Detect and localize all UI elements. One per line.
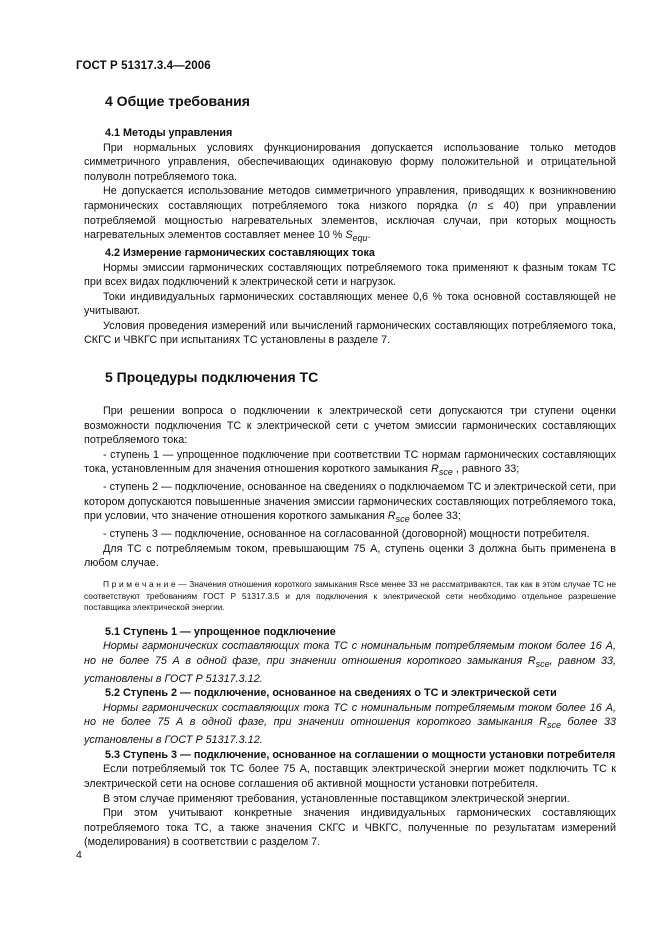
paragraph: Не допускается использование методов симметричного управления, приводящих к возникновению гармонических составляющих потребляемого тока низкого порядка (n ≤ 40) при управлении потребляемой мощностью нагревательных элементов, исключая случаи, при которых мощность нагревательных элементов составляет менее 10 % $S_{equ}$.	[84, 185, 616, 244]
page-content	[84, 92, 616, 850]
paragraph: Для ТС с потребляемым током, превышающим 75 А, ступень оценки 3 должна быть применена в любом случае.	[84, 542, 616, 570]
subsection-5-3-title: 5.3 Ступень 3 — подключение, основанное на соглашении о мощности установки потребителя	[105, 748, 616, 761]
paragraph: В этом случае применяют требования, установленные поставщиком электрической энергии.	[103, 792, 570, 805]
section-5-title: 5 Процедуры подключения ТС	[105, 369, 319, 386]
paragraph: Нормы гармонических составляющих тока ТС с номинальным потребляемым током более 16 А, но не более 75 А в одной фазе, при значении отношения короткого замыкания $R_{sce}$ более 33 установлены в ГОСТ Р 51317.3.12.	[84, 701, 616, 747]
paragraph: Токи индивидуальных гармонических составляющих менее 0,6 % тока основной составляющей не учитывают.	[84, 290, 616, 318]
page-number: 4	[76, 849, 82, 861]
paragraph: Если потребляемый ток ТС более 75 А, поставщик электрической энергии может подключить ТС к электрической сети на основе соглашения об активной мощности установки потребителя.	[84, 763, 616, 790]
list-item: - ступень 1 — упрощенное подключение при соответствии ТС нормам гармонических составляющих тока, установленным для значения отношения короткого замыкания $R_{sce}$ , равного 33;	[84, 448, 616, 478]
note-label: П р и м е ч а н и е	[103, 578, 176, 589]
subsection-4-1-title: 4.1 Методы управления	[105, 127, 233, 139]
note: П р и м е ч а н и е — Значения отношения короткого замыкания Rsce менее 33 не рассматриваются, так как в этом случае ТС не соответствуют требованиям ГОСТ Р 51317.3.5 и для подключения к электрической сети необходимо отдельное разрешение поставщика электрической энергии.	[84, 578, 616, 613]
section-4-title: 4 Общие требования	[105, 93, 250, 109]
paragraph: При нормальных условиях функционирования допускается использование только методов симметричного управления, обеспечивающих одинаковую форму положительной и отрицательной полуволн потребляемого тока.	[84, 141, 616, 183]
list-item: - ступень 2 — подключение, основанное на сведениях о подключаемом ТС и электрической сети, при котором допускаются повышенные значения эмиссии гармонических составляющих потребляемого тока, при условии, что значение отношения короткого замыкания $R_{sce}$ более 33;	[84, 481, 616, 525]
paragraph: Условия проведения измерений или вычислений гармонических составляющих потребляемого тока, СКГС и ЧВКГС при испытаниях ТС установлены в разделе 7.	[84, 319, 616, 347]
subsection-4-2-title: 4.2 Измерение гармонических составляющих тока	[105, 246, 375, 259]
document-header: ГОСТ Р 51317.3.4—2006	[76, 60, 211, 72]
paragraph: При этом учитывают конкретные значения индивидуальных гармонических составляющих потребляемого тока ТС, а также значения СКГС и ЧВКГС, полученные по результатам измерений (моделирования) в соответствии с разделом 7.	[84, 807, 616, 849]
paragraph: Нормы гармонических составляющих тока ТС с номинальным потребляемым током более 16 А, но не более 75 А в одной фазе, при значении отношения короткого замыкания $R_{sce}$, равном 33, установлены в ГОСТ Р 51317.3.12.	[84, 640, 616, 685]
paragraph: При решении вопроса о подключении к электрической сети допускаются три ступени оценки возможности подключения ТС к электрической сети с учетом эмиссии гармонических составляющих потребляемого тока:	[84, 405, 616, 447]
paragraph: Нормы эмиссии гармонических составляющих потребляемого тока применяют к фазным токам ТС при всех видах подключений к электрической сети и нагрузок.	[84, 261, 616, 289]
subsection-5-1-title: 5.1 Ступень 1 — упрощенное подключение	[105, 625, 336, 638]
subsection-5-2-title: 5.2 Ступень 2 — подключение, основанное на сведениях о ТС и электрической сети	[105, 687, 557, 700]
list-item: - ступень 3 — подключение, основанное на согласованной (договорной) мощности потребителя.	[103, 528, 590, 541]
